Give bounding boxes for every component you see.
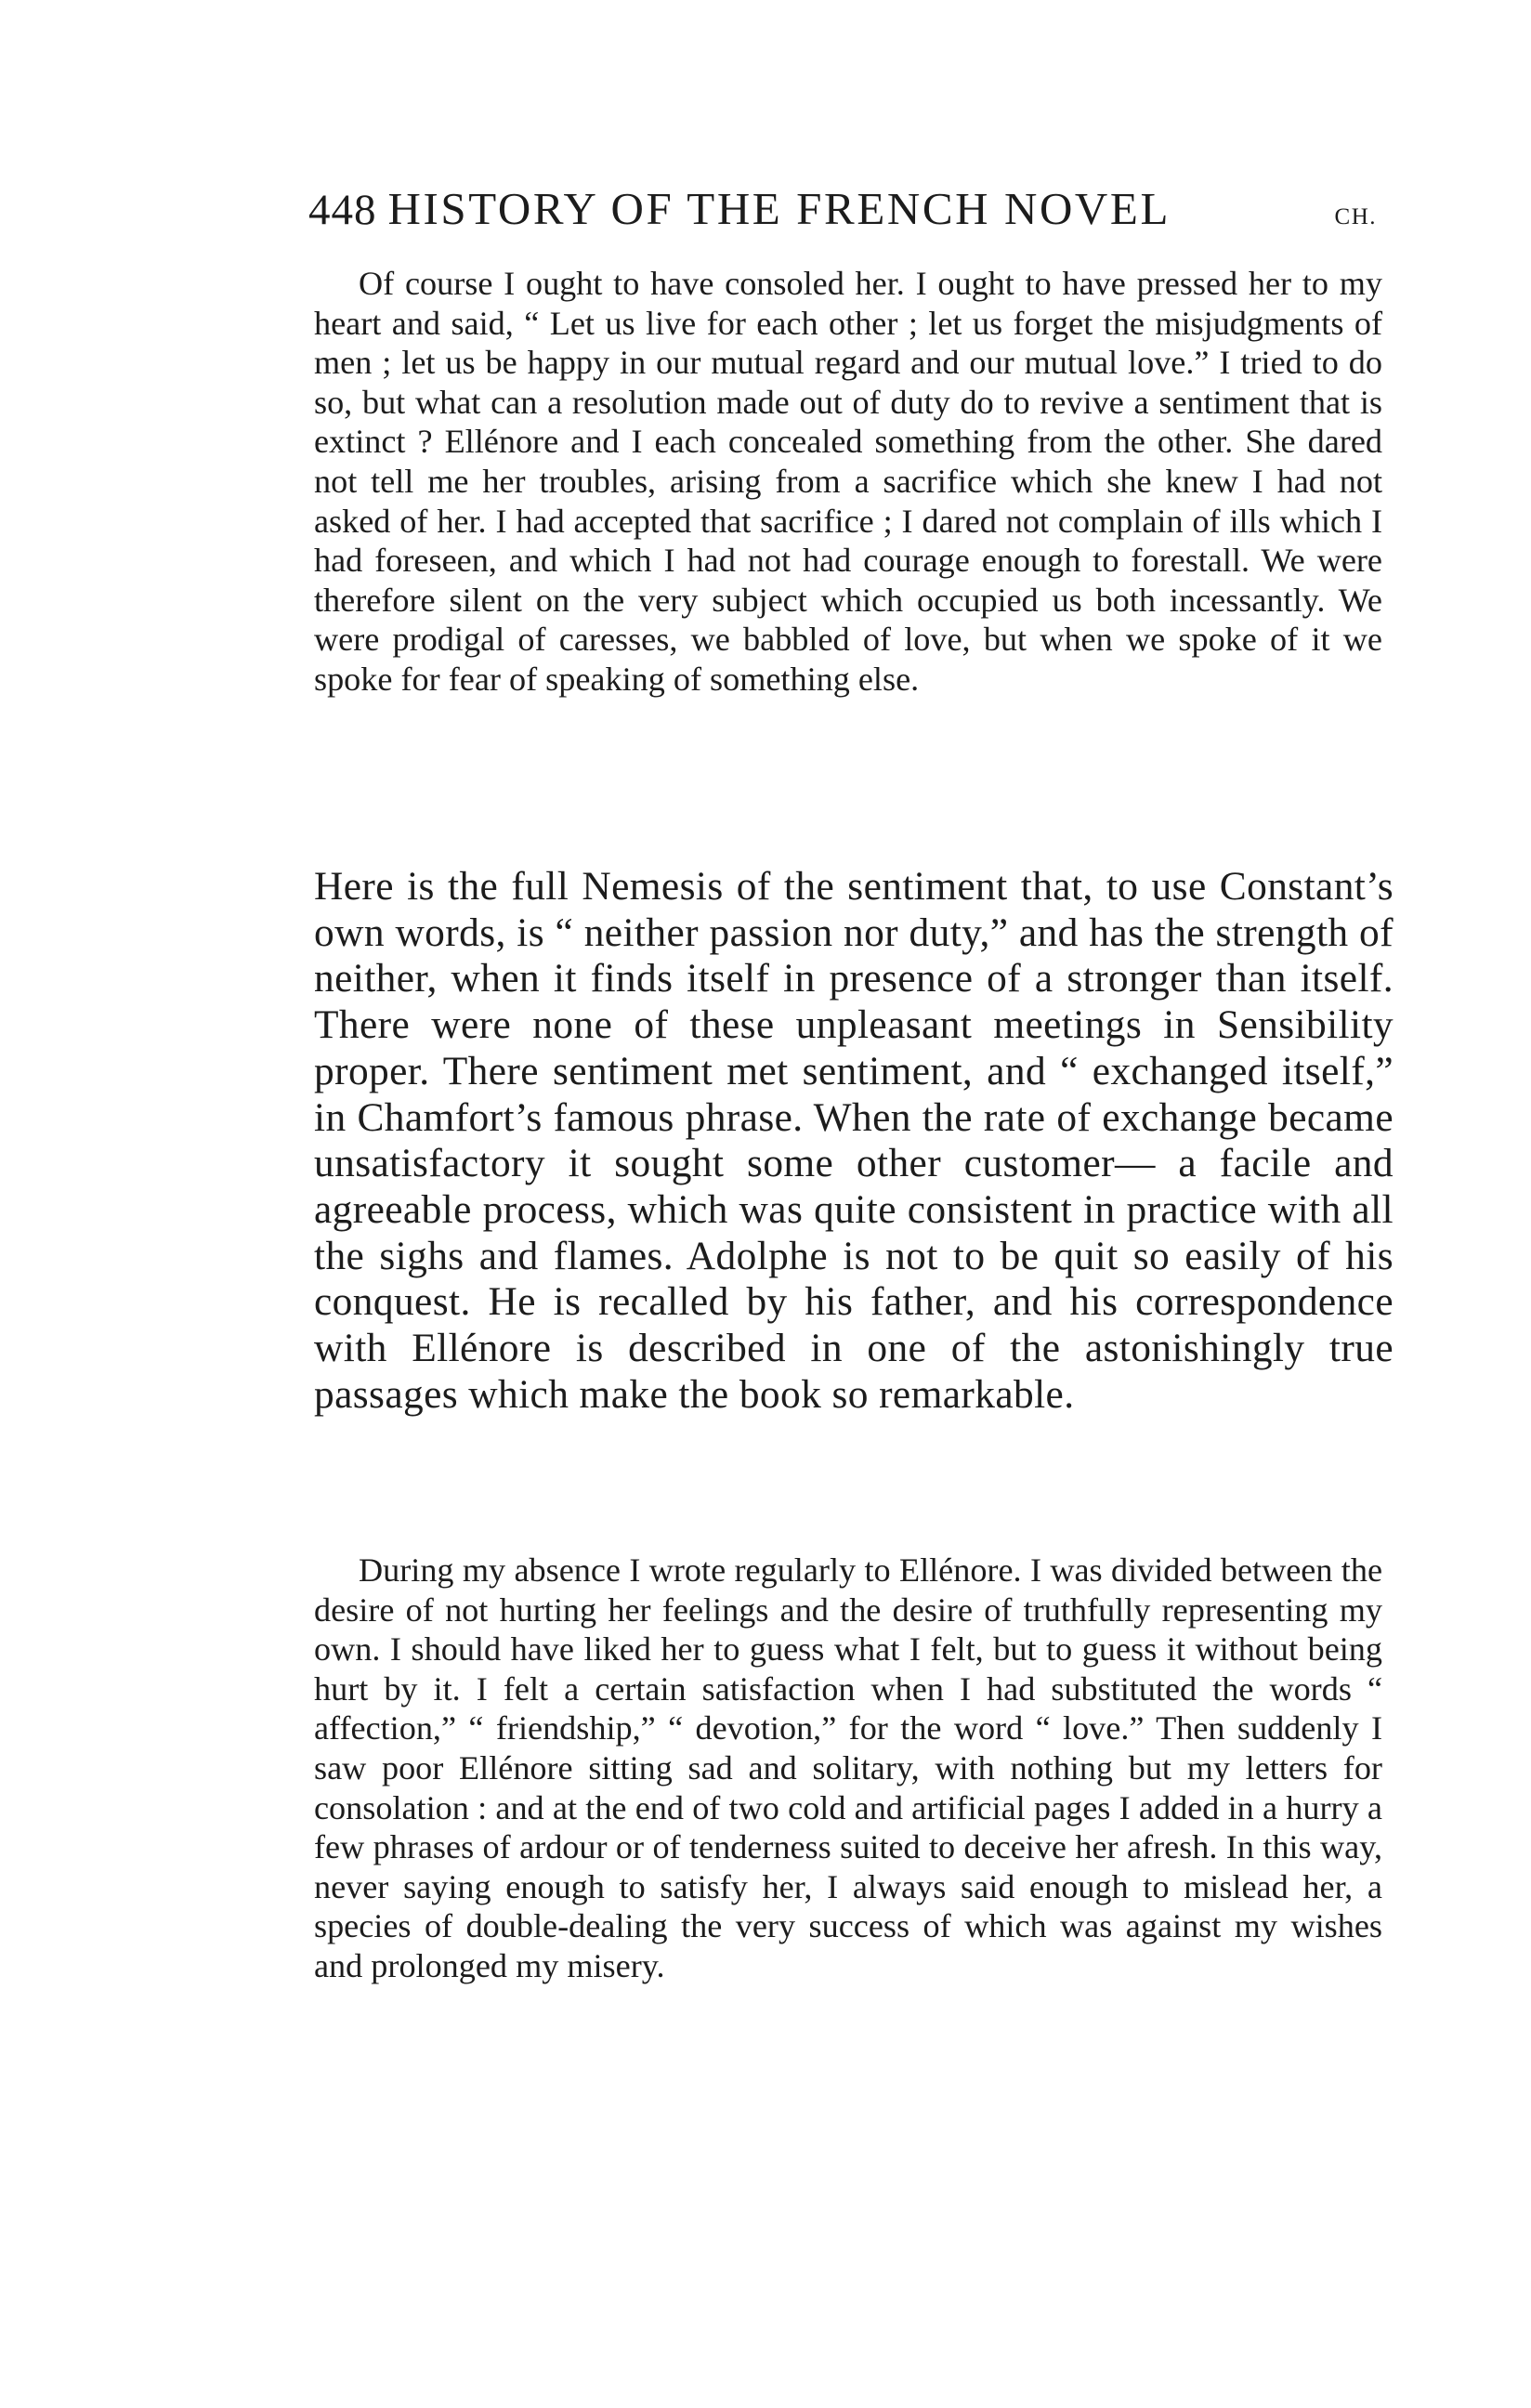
page-number: 448 — [308, 186, 377, 234]
chapter-abbreviation: CH. — [1334, 204, 1377, 229]
body-paragraph: Here is the full Nemesis of the sentiment that, to use Constant’s own words, is “ neither passion nor duty,” and has the strength of neither, when it finds itself in presence of a stronger than itself. There were none of these unpleasant meetings in Sensibility proper. There sentiment met sentiment, and “ exchanged itself,” in Chamfort’s famous phrase. When the rate of exchange became unsatisfactory it sought some other customer— a facile and agreeable process, which was quite consistent in practice with all the sighs and flames. Adolphe is not to be quit so easily of his conquest. He is recalled by his father, and his correspondence with Ellénore is described in one of the astonishingly true passages which make the book so remarkable. — [314, 864, 1394, 1417]
quoted-extract-paragraph: During my absence I wrote regularly to Ellénore. I was divided between the desire of not hurting her feelings and the desire of truthfully representing my own. I should have liked her to guess what I felt, but to guess it without being hurt by it. I felt a certain satisfaction when I had substituted the words “ affection,” “ friendship,” “ devotion,” for the word “ love.” Then suddenly I saw poor Ellénore sitting sad and solitary, with nothing but my letters for consolation : and at the end of two cold and artificial pages I added in a hurry a few phrases of ardour or of tenderness suited to deceive her afresh. In this way, never saying enough to satisfy her, I always said enough to mislead her, a species of double-dealing the very success of which was against my wishes and prolonged my misery. — [314, 1551, 1382, 1984]
quoted-extract-paragraph: Of course I ought to have consoled her. I ought to have pressed her to my heart and said, “ Let us live for each other ; let us forget the misjudgments of men ; let us be happy in our mutual regard and our mutual love.” I tried to do so, but what can a resolution made out of duty do to revive a sentiment that is extinct ? Ellénore and I each concealed something from the other. She dared not tell me her troubles, arising from a sacrifice which she knew I had not asked of her. I had accepted that sacrifice ; I dared not complain of ills which I had foreseen, and which I had not had courage enough to forestall. We were therefore silent on the very subject which occupied us both incessantly. We were prodigal of caresses, we babbled of love, but when we spoke of it we spoke for fear of speaking of something else. — [314, 265, 1382, 698]
running-title: HISTORY OF THE FRENCH NOVEL — [387, 183, 1171, 234]
running-head — [308, 182, 1386, 249]
